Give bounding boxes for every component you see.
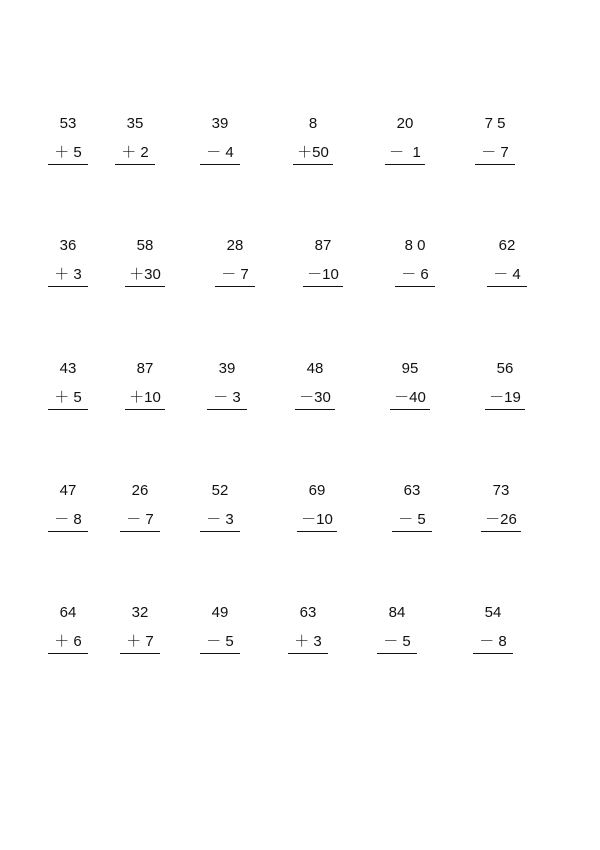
problem-r1-c5 — [365, 115, 445, 175]
problem-r5-c5 — [357, 604, 437, 664]
minuend: 39 — [211, 115, 229, 132]
answer-line — [207, 409, 247, 410]
problem-r2-c5 — [375, 237, 455, 297]
problem-r4-c4 — [277, 482, 357, 542]
minuend: 84 — [388, 604, 406, 621]
problem-r3-c4 — [275, 360, 355, 420]
problem-r2-c4 — [283, 237, 363, 297]
problem-r3-c1 — [28, 360, 108, 420]
operand: － 8 — [54, 511, 82, 528]
problem-r1-c2 — [95, 115, 175, 175]
answer-line — [475, 164, 515, 165]
operand: －19 — [489, 389, 521, 406]
minuend: 47 — [59, 482, 77, 499]
answer-line — [48, 653, 88, 654]
minuend: 69 — [308, 482, 326, 499]
minuend: 62 — [498, 237, 516, 254]
operand: －40 — [394, 389, 426, 406]
operand: －10 — [307, 266, 339, 283]
minuend: 73 — [492, 482, 510, 499]
problem-r2-c6 — [467, 237, 547, 297]
answer-line — [392, 531, 432, 532]
operand: ＋50 — [297, 144, 329, 161]
answer-line — [200, 653, 240, 654]
minuend: 52 — [211, 482, 229, 499]
minuend: 39 — [218, 360, 236, 377]
answer-line — [303, 286, 343, 287]
operand: ＋30 — [129, 266, 161, 283]
minuend: 35 — [126, 115, 144, 132]
problem-r3-c2 — [105, 360, 185, 420]
minuend: 32 — [131, 604, 149, 621]
operand: － 7 — [481, 144, 509, 161]
minuend: 54 — [484, 604, 502, 621]
answer-line — [473, 653, 513, 654]
answer-line — [48, 531, 88, 532]
minuend: 8 — [308, 115, 318, 132]
minuend: 7 5 — [484, 115, 506, 132]
answer-line — [390, 409, 430, 410]
minuend: 64 — [59, 604, 77, 621]
operand: － 5 — [206, 633, 234, 650]
problem-r2-c2 — [105, 237, 185, 297]
answer-line — [297, 531, 337, 532]
problem-r4-c6 — [461, 482, 541, 542]
answer-line — [200, 531, 240, 532]
problem-r1-c6 — [455, 115, 535, 175]
problem-r1-c3 — [180, 115, 260, 175]
problem-r4-c2 — [100, 482, 180, 542]
problem-r3-c5 — [370, 360, 450, 420]
minuend: 8 0 — [404, 237, 426, 254]
answer-line — [288, 653, 328, 654]
operand: －30 — [299, 389, 331, 406]
answer-line — [48, 164, 88, 165]
problem-r5-c1 — [28, 604, 108, 664]
answer-line — [215, 286, 255, 287]
answer-line — [120, 531, 160, 532]
minuend: 63 — [403, 482, 421, 499]
problem-r3-c3 — [187, 360, 267, 420]
answer-line — [377, 653, 417, 654]
operand: － 3 — [206, 511, 234, 528]
operand: ＋ 3 — [294, 633, 322, 650]
operand: － 7 — [126, 511, 154, 528]
problem-r1-c4 — [273, 115, 353, 175]
problem-r5-c2 — [100, 604, 180, 664]
operand: － 1 — [389, 144, 421, 161]
operand: － 3 — [213, 389, 241, 406]
answer-line — [125, 286, 165, 287]
operand: －26 — [485, 511, 517, 528]
answer-line — [48, 286, 88, 287]
operand: － 5 — [398, 511, 426, 528]
operand: － 7 — [221, 266, 249, 283]
answer-line — [120, 653, 160, 654]
problem-r4-c1 — [28, 482, 108, 542]
problem-r5-c3 — [180, 604, 260, 664]
operand: ＋ 5 — [54, 144, 82, 161]
answer-line — [200, 164, 240, 165]
answer-line — [125, 409, 165, 410]
operand: ＋ 3 — [54, 266, 82, 283]
answer-line — [48, 409, 88, 410]
operand: ＋ 2 — [121, 144, 149, 161]
minuend: 49 — [211, 604, 229, 621]
answer-line — [395, 286, 435, 287]
minuend: 48 — [306, 360, 324, 377]
operand: ＋ 7 — [126, 633, 154, 650]
minuend: 53 — [59, 115, 77, 132]
operand: － 8 — [479, 633, 507, 650]
operand: － 4 — [493, 266, 521, 283]
answer-line — [485, 409, 525, 410]
minuend: 56 — [496, 360, 514, 377]
operand: － 6 — [401, 266, 429, 283]
answer-line — [293, 164, 333, 165]
minuend: 20 — [396, 115, 414, 132]
answer-line — [115, 164, 155, 165]
operand: ＋10 — [129, 389, 161, 406]
minuend: 58 — [136, 237, 154, 254]
problem-r4-c5 — [372, 482, 452, 542]
minuend: 87 — [314, 237, 332, 254]
problem-r3-c6 — [465, 360, 545, 420]
answer-line — [487, 286, 527, 287]
operand: ＋ 5 — [54, 389, 82, 406]
problem-r2-c1 — [28, 237, 108, 297]
operand: － 4 — [206, 144, 234, 161]
problem-r5-c6 — [453, 604, 533, 664]
operand: ＋ 6 — [54, 633, 82, 650]
answer-line — [481, 531, 521, 532]
problem-r5-c4 — [268, 604, 348, 664]
answer-line — [295, 409, 335, 410]
minuend: 43 — [59, 360, 77, 377]
problem-r2-c3 — [195, 237, 275, 297]
minuend: 95 — [401, 360, 419, 377]
answer-line — [385, 164, 425, 165]
operand: － 5 — [383, 633, 411, 650]
minuend: 28 — [226, 237, 244, 254]
minuend: 63 — [299, 604, 317, 621]
minuend: 87 — [136, 360, 154, 377]
minuend: 36 — [59, 237, 77, 254]
minuend: 26 — [131, 482, 149, 499]
operand: －10 — [301, 511, 333, 528]
problem-r4-c3 — [180, 482, 260, 542]
